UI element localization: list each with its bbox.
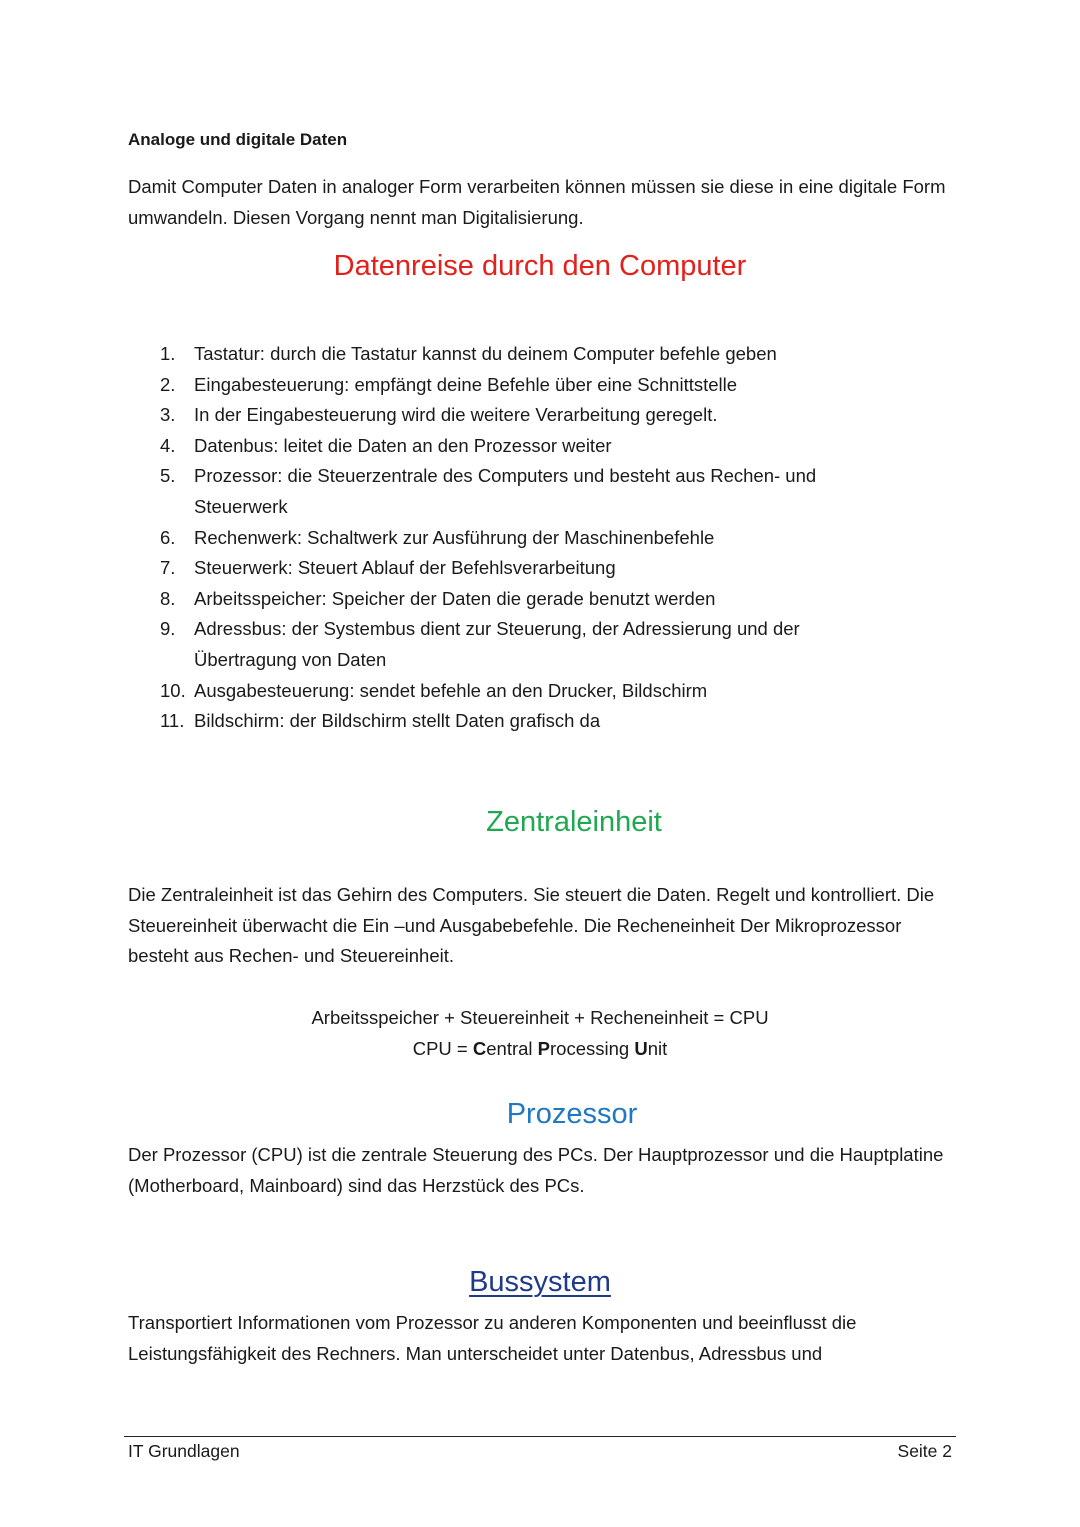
list-number: 2. bbox=[160, 373, 176, 395]
list-number: 9. bbox=[160, 618, 176, 640]
title-datenreise: Datenreise durch den Computer bbox=[333, 250, 747, 282]
list-item bbox=[160, 461, 900, 522]
list-number: 4. bbox=[160, 434, 176, 456]
list-text: Prozessor: die Steuerzentrale des Computers und besteht aus Rechen- und Steuerwerk bbox=[194, 465, 817, 517]
cpu-letter-u: U bbox=[634, 1038, 648, 1059]
list-item bbox=[160, 553, 900, 584]
list-text: Rechenwerk: Schaltwerk zur Ausführung der Maschinenbefehle bbox=[194, 526, 715, 548]
title-zentraleinheit: Zentraleinheit bbox=[486, 806, 662, 838]
list-number: 3. bbox=[160, 404, 176, 426]
title-bussystem: Bussystem bbox=[469, 1266, 611, 1298]
footer-left: IT Grundlagen bbox=[128, 1441, 240, 1461]
list-item bbox=[160, 370, 900, 401]
list-item bbox=[160, 584, 900, 615]
cpu-word-unit: nit bbox=[647, 1038, 668, 1059]
list-text: Steuerwerk: Steuert Ablauf der Befehlsverarbeitung bbox=[194, 557, 616, 579]
cpu-letter-c: C bbox=[472, 1038, 487, 1059]
list-item bbox=[160, 706, 900, 737]
cpu-prefix: CPU = bbox=[412, 1038, 473, 1059]
prozessor-paragraph: Der Prozessor (CPU) ist die zentrale Steuerung des PCs. Der Hauptprozessor und die Hauptplatine (Motherboard, Mainboard) sind das Herzstück des PCs. bbox=[128, 1144, 944, 1196]
list-item bbox=[160, 339, 900, 370]
list-number: 10. bbox=[160, 679, 186, 701]
intro-paragraph: Damit Computer Daten in analoger Form verarbeiten können müssen sie diese in eine digitale Form umwandeln. Diesen Vorgang nennt man Digitalisierung. bbox=[128, 176, 946, 228]
cpu-letter-p: P bbox=[537, 1038, 551, 1059]
list-text: Eingabesteuerung: empfängt deine Befehle über eine Schnittstelle bbox=[194, 373, 738, 395]
list-item bbox=[160, 400, 900, 431]
list-item bbox=[160, 523, 900, 554]
zentraleinheit-paragraph: Die Zentraleinheit ist das Gehirn des Computers. Sie steuert die Daten. Regelt und kontrolliert. Die Steuereinheit überwacht die Ein –und Ausgabebefehle. Die Recheneinheit Der Mikroprozessor besteht aus Rechen- und Steuereinheit. bbox=[128, 884, 935, 966]
cpu-word-central: entral bbox=[486, 1038, 538, 1059]
list-number: 8. bbox=[160, 587, 176, 609]
list-text: Datenbus: leitet die Daten an den Prozessor weiter bbox=[194, 434, 612, 456]
list-number: 11. bbox=[160, 710, 185, 732]
list-text: Tastatur: durch die Tastatur kannst du deinem Computer befehle geben bbox=[194, 343, 777, 364]
list-item bbox=[160, 431, 900, 462]
steps-list bbox=[160, 339, 900, 737]
list-number: 5. bbox=[160, 465, 176, 487]
list-text: Ausgabesteuerung: sendet befehle an den Drucker, Bildschirm bbox=[194, 679, 708, 701]
list-item bbox=[160, 614, 900, 675]
bussystem-paragraph: Transportiert Informationen vom Prozessor zu anderen Komponenten und beeinflusst die Leistungsfähigkeit des Rechners. Man unterscheidet unter Datenbus, Adressbus und bbox=[128, 1312, 857, 1364]
list-text: Bildschirm: der Bildschirm stellt Daten grafisch da bbox=[194, 710, 601, 732]
footer-divider bbox=[124, 1436, 956, 1437]
page-number: Seite 2 bbox=[897, 1441, 952, 1461]
cpu-definition bbox=[0, 1033, 1080, 1064]
list-text: Adressbus: der Systembus dient zur Steuerung, der Adressierung und der Übertragung von Daten bbox=[194, 618, 800, 670]
list-number: 7. bbox=[160, 557, 176, 579]
cpu-formula: Arbeitsspeicher + Steuereinheit + Recheneinheit = CPU bbox=[311, 1007, 769, 1028]
list-item bbox=[160, 676, 900, 707]
cpu-word-processing: rocessing bbox=[550, 1038, 635, 1059]
list-number: 1. bbox=[160, 343, 176, 364]
list-text: Arbeitsspeicher: Speicher der Daten die gerade benutzt werden bbox=[194, 587, 716, 609]
title-prozessor: Prozessor bbox=[506, 1098, 638, 1130]
list-text: In der Eingabesteuerung wird die weitere Verarbeitung geregelt. bbox=[194, 404, 718, 426]
section-heading: Analoge und digitale Daten bbox=[128, 130, 348, 149]
list-number: 6. bbox=[160, 526, 176, 548]
